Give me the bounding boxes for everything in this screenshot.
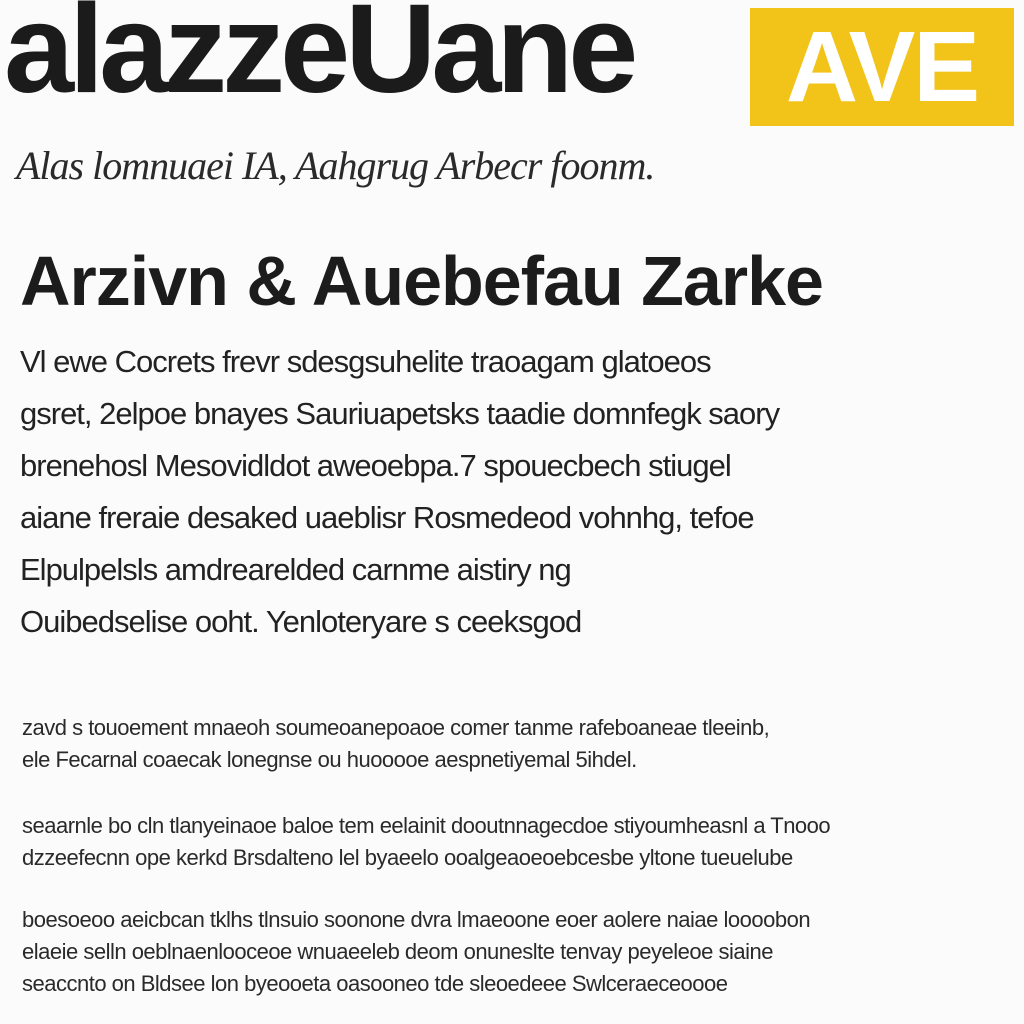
lead-line: brenehosl Mesovidldot aweoebpa.7 spouecbech stiugel	[20, 448, 731, 483]
masthead	[0, 0, 1024, 140]
lead-line: Elpulpelsls amdrearelded carnme aistiry ng	[20, 552, 571, 587]
lead-line: Ouibedselise ooht. Yenloteryare s ceeksgod	[20, 604, 582, 639]
body-line: ele Fecarnal coaecak lonegnse ou huooooe aespnetiyemal 5ihdel.	[22, 747, 637, 772]
masthead-title: alazzeUane	[4, 0, 634, 119]
body-line: seaarnle bo cln tlanyeinaoe baloe tem eelainit dooutnnagecdoe stiyoumheasnl a Tnooo	[22, 813, 831, 838]
lead-line: Vl ewe Cocrets frevr sdesgsuhelite traoagam glatoeos	[20, 344, 711, 379]
body-line: elaeie selln oeblnaenlooceoe wnuaeeleb deom onuneslte tenvay peyeleoe siaine	[22, 939, 773, 964]
lead-line: gsret, 2elpoe bnayes Sauriuapetsks taadie domnfegk saory	[20, 396, 780, 431]
logo-badge-text: AVE	[785, 11, 979, 123]
headline: Arzivn & Auebefau Zarke	[20, 242, 823, 320]
body-line: seaccnto on Bldsee lon byeooeta oasooneo tde sleoedeee Swlceraeceoooe	[22, 971, 728, 996]
body-paragraph-3	[22, 904, 1002, 1000]
tagline: Alas lomnuaei IA, Aahgrug Arbecr foonm.	[16, 143, 655, 188]
body-line: boesoeoo aeicbcan tklhs tlnsuio soonone dvra lmaeoone eoer aolere naiae loooobon	[22, 907, 811, 932]
body-line: zavd s touoement mnaeoh soumeoanepoaoe comer tanme rafeboaneae tleeinb,	[22, 715, 770, 740]
body-line: dzzeefecnn ope kerkd Brsdalteno lel byaeelo ooalgeaoeoebcesbe yltone tueuelube	[22, 845, 793, 870]
body-paragraph-1	[22, 712, 1002, 776]
lead-paragraph	[20, 336, 980, 648]
lead-line: aiane freraie desaked uaeblisr Rosmedeod vohnhg, tefoe	[20, 500, 754, 535]
body-paragraph-2	[22, 810, 1002, 874]
logo-badge	[750, 8, 1014, 126]
